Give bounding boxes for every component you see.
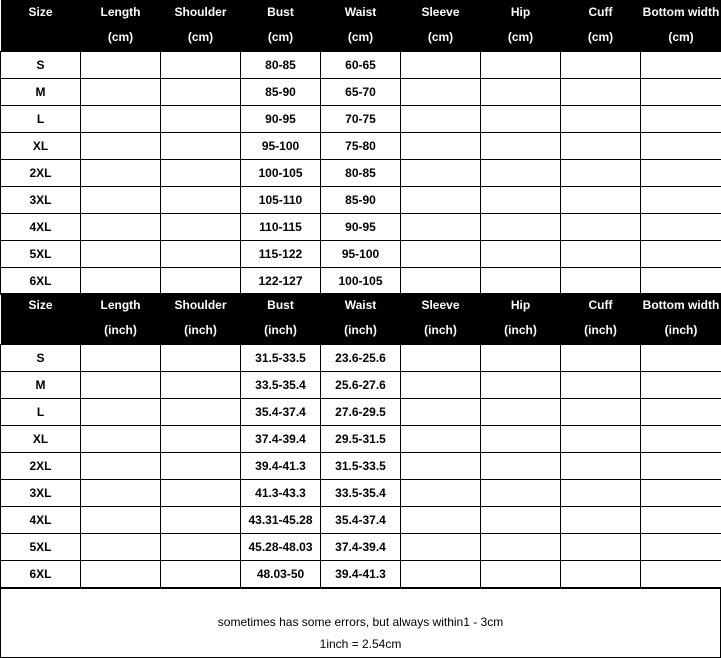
- header-size: Size: [1, 0, 81, 25]
- cell-bust: 39.4-41.3: [241, 453, 321, 480]
- cell-waist: 100-105: [321, 268, 401, 295]
- unit-cuff: (inch): [561, 318, 641, 345]
- cell-bottom-width: [641, 534, 721, 561]
- cell-bottom-width: [641, 399, 721, 426]
- cell-cuff: [561, 453, 641, 480]
- cell-waist: 25.6-27.6: [321, 372, 401, 399]
- cell-bottom-width: [641, 453, 721, 480]
- unit-size: [1, 25, 81, 52]
- cell-length: [81, 214, 161, 241]
- cell-shoulder: [161, 453, 241, 480]
- cell-hip: [481, 480, 561, 507]
- table-row: [1, 507, 721, 534]
- cell-waist: 27.6-29.5: [321, 399, 401, 426]
- cell-length: [81, 133, 161, 160]
- cell-bust: 45.28-48.03: [241, 534, 321, 561]
- cell-cuff: [561, 79, 641, 106]
- cell-shoulder: [161, 480, 241, 507]
- cell-bottom-width: [641, 241, 721, 268]
- cell-waist: 35.4-37.4: [321, 507, 401, 534]
- header-shoulder: Shoulder: [161, 0, 241, 25]
- cell-hip: [481, 399, 561, 426]
- cell-length: [81, 106, 161, 133]
- cell-bust: 122-127: [241, 268, 321, 295]
- header-bottom-width: Bottom width: [641, 0, 721, 25]
- unit-sleeve: (cm): [401, 25, 481, 52]
- cell-sleeve: [401, 52, 481, 79]
- cell-length: [81, 79, 161, 106]
- cell-sleeve: [401, 214, 481, 241]
- cell-size: 4XL: [1, 507, 81, 534]
- cell-sleeve: [401, 106, 481, 133]
- cell-hip: [481, 160, 561, 187]
- table-row: [1, 372, 721, 399]
- cell-bottom-width: [641, 426, 721, 453]
- table-row: [1, 399, 721, 426]
- cell-size: 2XL: [1, 160, 81, 187]
- table-row: [1, 241, 721, 268]
- cell-size: L: [1, 399, 81, 426]
- cell-bust: 48.03-50: [241, 561, 321, 588]
- cell-waist: 29.5-31.5: [321, 426, 401, 453]
- unit-sleeve: (inch): [401, 318, 481, 345]
- table-row: [1, 79, 721, 106]
- cell-size: 4XL: [1, 214, 81, 241]
- unit-shoulder: (cm): [161, 25, 241, 52]
- unit-length: (cm): [81, 25, 161, 52]
- cell-waist: 65-70: [321, 79, 401, 106]
- cell-bust: 110-115: [241, 214, 321, 241]
- cell-shoulder: [161, 426, 241, 453]
- cell-waist: 80-85: [321, 160, 401, 187]
- cell-shoulder: [161, 345, 241, 372]
- cell-bottom-width: [641, 345, 721, 372]
- cell-hip: [481, 52, 561, 79]
- cell-sleeve: [401, 133, 481, 160]
- table-header-row: [1, 0, 721, 25]
- cell-sleeve: [401, 534, 481, 561]
- table-row: [1, 345, 721, 372]
- table-row: [1, 268, 721, 295]
- cell-cuff: [561, 534, 641, 561]
- cell-length: [81, 507, 161, 534]
- cell-shoulder: [161, 214, 241, 241]
- table-unit-row: [1, 318, 721, 345]
- cell-bust: 43.31-45.28: [241, 507, 321, 534]
- cell-cuff: [561, 507, 641, 534]
- header-hip: Hip: [481, 293, 561, 318]
- header-length: Length: [81, 0, 161, 25]
- header-length: Length: [81, 293, 161, 318]
- table-row: [1, 187, 721, 214]
- cell-bottom-width: [641, 79, 721, 106]
- cell-length: [81, 160, 161, 187]
- cell-sleeve: [401, 561, 481, 588]
- cell-cuff: [561, 187, 641, 214]
- header-bust: Bust: [241, 0, 321, 25]
- header-sleeve: Sleeve: [401, 293, 481, 318]
- unit-length: (inch): [81, 318, 161, 345]
- cell-sleeve: [401, 399, 481, 426]
- cell-length: [81, 372, 161, 399]
- cell-waist: 39.4-41.3: [321, 561, 401, 588]
- cell-bottom-width: [641, 106, 721, 133]
- cell-length: [81, 561, 161, 588]
- cell-length: [81, 399, 161, 426]
- cell-shoulder: [161, 507, 241, 534]
- cell-sleeve: [401, 372, 481, 399]
- cell-shoulder: [161, 372, 241, 399]
- cell-size: L: [1, 106, 81, 133]
- unit-hip: (cm): [481, 25, 561, 52]
- cell-waist: 85-90: [321, 187, 401, 214]
- cell-length: [81, 453, 161, 480]
- cell-waist: 60-65: [321, 52, 401, 79]
- cell-waist: 37.4-39.4: [321, 534, 401, 561]
- cell-bottom-width: [641, 372, 721, 399]
- cell-sleeve: [401, 241, 481, 268]
- cell-shoulder: [161, 241, 241, 268]
- cell-bust: 37.4-39.4: [241, 426, 321, 453]
- cell-size: XL: [1, 426, 81, 453]
- cell-cuff: [561, 426, 641, 453]
- unit-size: [1, 318, 81, 345]
- cell-length: [81, 480, 161, 507]
- cell-size: 5XL: [1, 241, 81, 268]
- cell-waist: 95-100: [321, 241, 401, 268]
- cell-cuff: [561, 561, 641, 588]
- cell-shoulder: [161, 187, 241, 214]
- cell-size: 2XL: [1, 453, 81, 480]
- cell-shoulder: [161, 133, 241, 160]
- cell-size: 6XL: [1, 561, 81, 588]
- cell-cuff: [561, 160, 641, 187]
- note-error-margin: sometimes has some errors, but always within1 - 3cm: [1, 615, 720, 629]
- cell-hip: [481, 268, 561, 295]
- unit-waist: (cm): [321, 25, 401, 52]
- cell-bust: 85-90: [241, 79, 321, 106]
- cell-sleeve: [401, 453, 481, 480]
- cell-sleeve: [401, 345, 481, 372]
- cell-length: [81, 241, 161, 268]
- cell-bust: 105-110: [241, 187, 321, 214]
- size-table-cm: [0, 0, 721, 295]
- cell-hip: [481, 534, 561, 561]
- cell-hip: [481, 561, 561, 588]
- cell-bottom-width: [641, 561, 721, 588]
- cell-length: [81, 534, 161, 561]
- cell-bottom-width: [641, 160, 721, 187]
- header-cuff: Cuff: [561, 0, 641, 25]
- cell-bottom-width: [641, 52, 721, 79]
- cell-sleeve: [401, 187, 481, 214]
- cell-shoulder: [161, 160, 241, 187]
- cell-sleeve: [401, 426, 481, 453]
- cell-cuff: [561, 268, 641, 295]
- cell-cuff: [561, 52, 641, 79]
- cell-shoulder: [161, 399, 241, 426]
- cell-bust: 35.4-37.4: [241, 399, 321, 426]
- cell-hip: [481, 241, 561, 268]
- header-hip: Hip: [481, 0, 561, 25]
- table-unit-row: [1, 25, 721, 52]
- cell-bust: 33.5-35.4: [241, 372, 321, 399]
- table-row: [1, 214, 721, 241]
- table-body-inch: [1, 345, 721, 588]
- cell-bottom-width: [641, 133, 721, 160]
- cell-cuff: [561, 399, 641, 426]
- cell-shoulder: [161, 79, 241, 106]
- cell-length: [81, 187, 161, 214]
- header-shoulder: Shoulder: [161, 293, 241, 318]
- cell-size: S: [1, 345, 81, 372]
- cell-hip: [481, 372, 561, 399]
- header-sleeve: Sleeve: [401, 0, 481, 25]
- cell-size: 3XL: [1, 187, 81, 214]
- unit-bottom-width: (inch): [641, 318, 721, 345]
- header-bottom-width: Bottom width: [641, 293, 721, 318]
- cell-waist: 75-80: [321, 133, 401, 160]
- unit-hip: (inch): [481, 318, 561, 345]
- table-row: [1, 160, 721, 187]
- cell-waist: 33.5-35.4: [321, 480, 401, 507]
- cell-bust: 95-100: [241, 133, 321, 160]
- table-row: [1, 534, 721, 561]
- cell-size: M: [1, 79, 81, 106]
- cell-bust: 41.3-43.3: [241, 480, 321, 507]
- unit-bust: (inch): [241, 318, 321, 345]
- table-row: [1, 52, 721, 79]
- cell-sleeve: [401, 268, 481, 295]
- cell-length: [81, 268, 161, 295]
- unit-bust: (cm): [241, 25, 321, 52]
- table-row: [1, 453, 721, 480]
- cell-shoulder: [161, 534, 241, 561]
- size-table-inch: [0, 293, 721, 588]
- cell-hip: [481, 507, 561, 534]
- cell-bust: 100-105: [241, 160, 321, 187]
- table-row: [1, 106, 721, 133]
- cell-cuff: [561, 106, 641, 133]
- cell-hip: [481, 453, 561, 480]
- cell-length: [81, 345, 161, 372]
- cell-waist: 70-75: [321, 106, 401, 133]
- table-header-row: [1, 293, 721, 318]
- cell-size: 3XL: [1, 480, 81, 507]
- table-body-cm: [1, 52, 721, 295]
- cell-bottom-width: [641, 507, 721, 534]
- cell-cuff: [561, 214, 641, 241]
- cell-bust: 31.5-33.5: [241, 345, 321, 372]
- note-conversion: 1inch = 2.54cm: [1, 637, 720, 651]
- cell-sleeve: [401, 480, 481, 507]
- cell-size: 5XL: [1, 534, 81, 561]
- cell-bust: 80-85: [241, 52, 321, 79]
- cell-bottom-width: [641, 214, 721, 241]
- unit-waist: (inch): [321, 318, 401, 345]
- cell-length: [81, 426, 161, 453]
- cell-hip: [481, 106, 561, 133]
- cell-sleeve: [401, 160, 481, 187]
- header-waist: Waist: [321, 0, 401, 25]
- cell-waist: 31.5-33.5: [321, 453, 401, 480]
- cell-size: 6XL: [1, 268, 81, 295]
- cell-hip: [481, 133, 561, 160]
- cell-sleeve: [401, 507, 481, 534]
- cell-bottom-width: [641, 187, 721, 214]
- cell-waist: 23.6-25.6: [321, 345, 401, 372]
- header-waist: Waist: [321, 293, 401, 318]
- cell-hip: [481, 345, 561, 372]
- cell-size: XL: [1, 133, 81, 160]
- cell-bust: 90-95: [241, 106, 321, 133]
- cell-cuff: [561, 241, 641, 268]
- cell-sleeve: [401, 79, 481, 106]
- cell-cuff: [561, 133, 641, 160]
- cell-bottom-width: [641, 268, 721, 295]
- cell-shoulder: [161, 52, 241, 79]
- table-row: [1, 480, 721, 507]
- cell-bottom-width: [641, 480, 721, 507]
- notes-box: [0, 588, 721, 658]
- cell-size: M: [1, 372, 81, 399]
- cell-shoulder: [161, 561, 241, 588]
- cell-cuff: [561, 480, 641, 507]
- header-bust: Bust: [241, 293, 321, 318]
- cell-shoulder: [161, 268, 241, 295]
- cell-waist: 90-95: [321, 214, 401, 241]
- cell-bust: 115-122: [241, 241, 321, 268]
- unit-cuff: (cm): [561, 25, 641, 52]
- cell-hip: [481, 187, 561, 214]
- table-row: [1, 133, 721, 160]
- cell-cuff: [561, 372, 641, 399]
- cell-shoulder: [161, 106, 241, 133]
- cell-cuff: [561, 345, 641, 372]
- table-row: [1, 426, 721, 453]
- header-size: Size: [1, 293, 81, 318]
- cell-length: [81, 52, 161, 79]
- cell-hip: [481, 214, 561, 241]
- cell-hip: [481, 426, 561, 453]
- header-cuff: Cuff: [561, 293, 641, 318]
- unit-bottom-width: (cm): [641, 25, 721, 52]
- unit-shoulder: (inch): [161, 318, 241, 345]
- cell-hip: [481, 79, 561, 106]
- cell-size: S: [1, 52, 81, 79]
- table-row: [1, 561, 721, 588]
